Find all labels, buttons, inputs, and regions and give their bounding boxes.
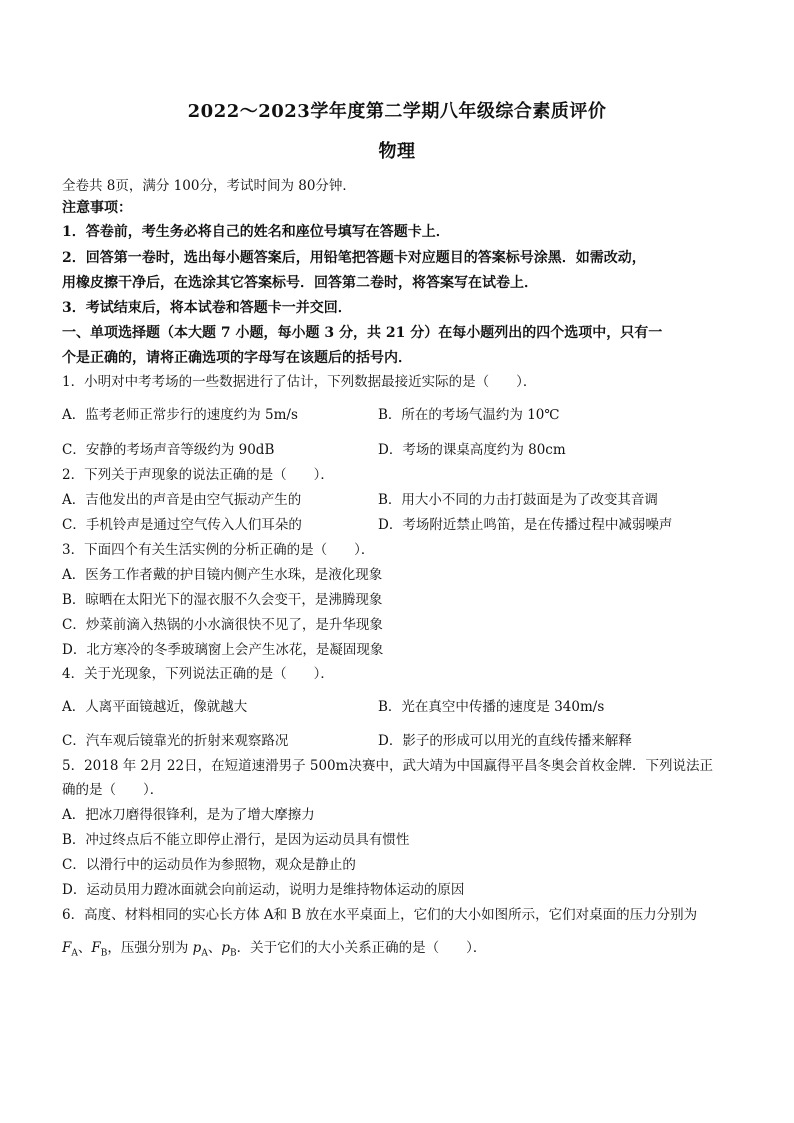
option-a: A．把冰刀磨得很锋利，是为了增大摩擦力 <box>62 807 315 823</box>
option-a: A．监考老师正常步行的速度约为 5m/s <box>62 407 298 423</box>
option-d: D．考场的课桌高度约为 80cm <box>378 442 566 458</box>
subscript-a: A <box>71 948 78 959</box>
question-stem-cont: 确的是（ ）． <box>62 782 164 798</box>
subscript-b: B <box>100 948 108 959</box>
notice-item: 1．答卷前，考生务必将自己的姓名和座位号填写在答题卡上． <box>62 224 450 240</box>
question-stem: 1．小明对中考考场的一些数据进行了估计，下列数据最接近实际的是（ ）． <box>62 374 537 390</box>
option-b: B．光在真空中传播的速度是 340m/s <box>378 699 605 715</box>
option-d: D．北方寒冷的冬季玻璃窗上会产生冰花，是凝固现象 <box>62 642 384 658</box>
option-a: A．吉他发出的声音是由空气振动产生的 <box>62 492 302 508</box>
pressure-symbol: p <box>192 940 202 956</box>
option-b: B．用大小不同的力击打鼓面是为了改变其音调 <box>378 492 658 508</box>
option-a: A．医务工作者戴的护目镜内侧产生水珠，是液化现象 <box>62 567 383 583</box>
exam-title: 2022～2023学年度第二学期八年级综合素质评价 <box>187 101 607 122</box>
pressure-symbol: p <box>221 940 230 956</box>
option-d: D．运动员用力蹬冰面就会向前运动，说明力是维持物体运动的原因 <box>62 882 465 898</box>
notice-item: 2．回答第一卷时，选出每小题答案后，用铅笔把答题卡对应题目的答案标号涂黑．如需改动， <box>62 250 646 266</box>
section-heading-line2: 个是正确的，请将正确选项的字母写在该题后的括号内． <box>62 350 412 366</box>
option-b: B．所在的考场气温约为 10℃ <box>378 407 560 423</box>
force-symbol: F <box>62 940 72 956</box>
separator: 、 <box>77 940 92 956</box>
section-heading-bold: 一、单项选择题（本大题 7 小题，每小题 3 分，共 21 分） <box>62 325 439 341</box>
option-d: D．影子的形成可以用光的直线传播来解释 <box>378 733 632 749</box>
section-heading <box>62 323 742 343</box>
question-stem: 2．下列关于声现象的说法正确的是（ ）． <box>62 467 334 483</box>
option-c: C．以滑行中的运动员作为参照物，观众是静止的 <box>62 857 356 873</box>
question-stem: 4．关于光现象，下列说法正确的是（ ）． <box>62 666 334 682</box>
option-b: B．冲过终点后不能立即停止滑行，是因为运动员具有惯性 <box>62 832 410 848</box>
exam-intro: 全卷共 8页，满分 100分，考试时间为 80分钟． <box>62 178 356 194</box>
question-stem-formula <box>62 938 742 964</box>
option-b: B．晾晒在太阳光下的湿衣服不久会变干，是沸腾现象 <box>62 592 383 608</box>
option-c: C．手机铃声是通过空气传入人们耳朵的 <box>62 517 302 533</box>
stem-text: ，压强分别为 <box>107 940 193 956</box>
notice-item: 用橡皮擦干净后，在选涂其它答案标号．回答第二卷时，将答案写在试卷上． <box>62 275 538 291</box>
option-c: C．安静的考场声音等级约为 90dB <box>62 442 275 458</box>
notice-item: 3．考试结束后，将本试卷和答题卡一并交回． <box>62 300 352 316</box>
section-heading-rest: 在每小题列出的四个选项中，只有一 <box>438 325 663 341</box>
option-c: C．炒菜前滴入热锅的小水滴很快不见了，是升华现象 <box>62 617 383 633</box>
option-a: A．人离平面镜越近，像就越大 <box>62 699 248 715</box>
force-symbol: F <box>91 940 101 956</box>
subscript-a: A <box>201 948 208 959</box>
separator: 、 <box>207 940 222 956</box>
option-d: D．考场附近禁止鸣笛，是在传播过程中减弱噪声 <box>378 517 673 533</box>
question-stem: 3．下面四个有关生活实例的分析正确的是（ ）． <box>62 542 375 558</box>
question-stem: 5．2018 年 2月 22日，在短道速滑男子 500m决赛中，武大靖为中国赢得平昌冬奥会首枚金牌．下列说法正 <box>62 758 713 774</box>
subscript-b: B <box>229 948 237 959</box>
subject-title: 物理 <box>378 141 416 162</box>
notice-title: 注意事项： <box>62 200 132 216</box>
stem-text: ．关于它们的大小关系正确的是（ ）． <box>236 940 487 956</box>
question-stem: 6．高度、材料相同的实心长方体 A和 B 放在水平桌面上，它们的大小如图所示，它们对桌面的压力分别为 <box>62 907 698 923</box>
option-c: C．汽车观后镜靠光的折射来观察路况 <box>62 733 289 749</box>
